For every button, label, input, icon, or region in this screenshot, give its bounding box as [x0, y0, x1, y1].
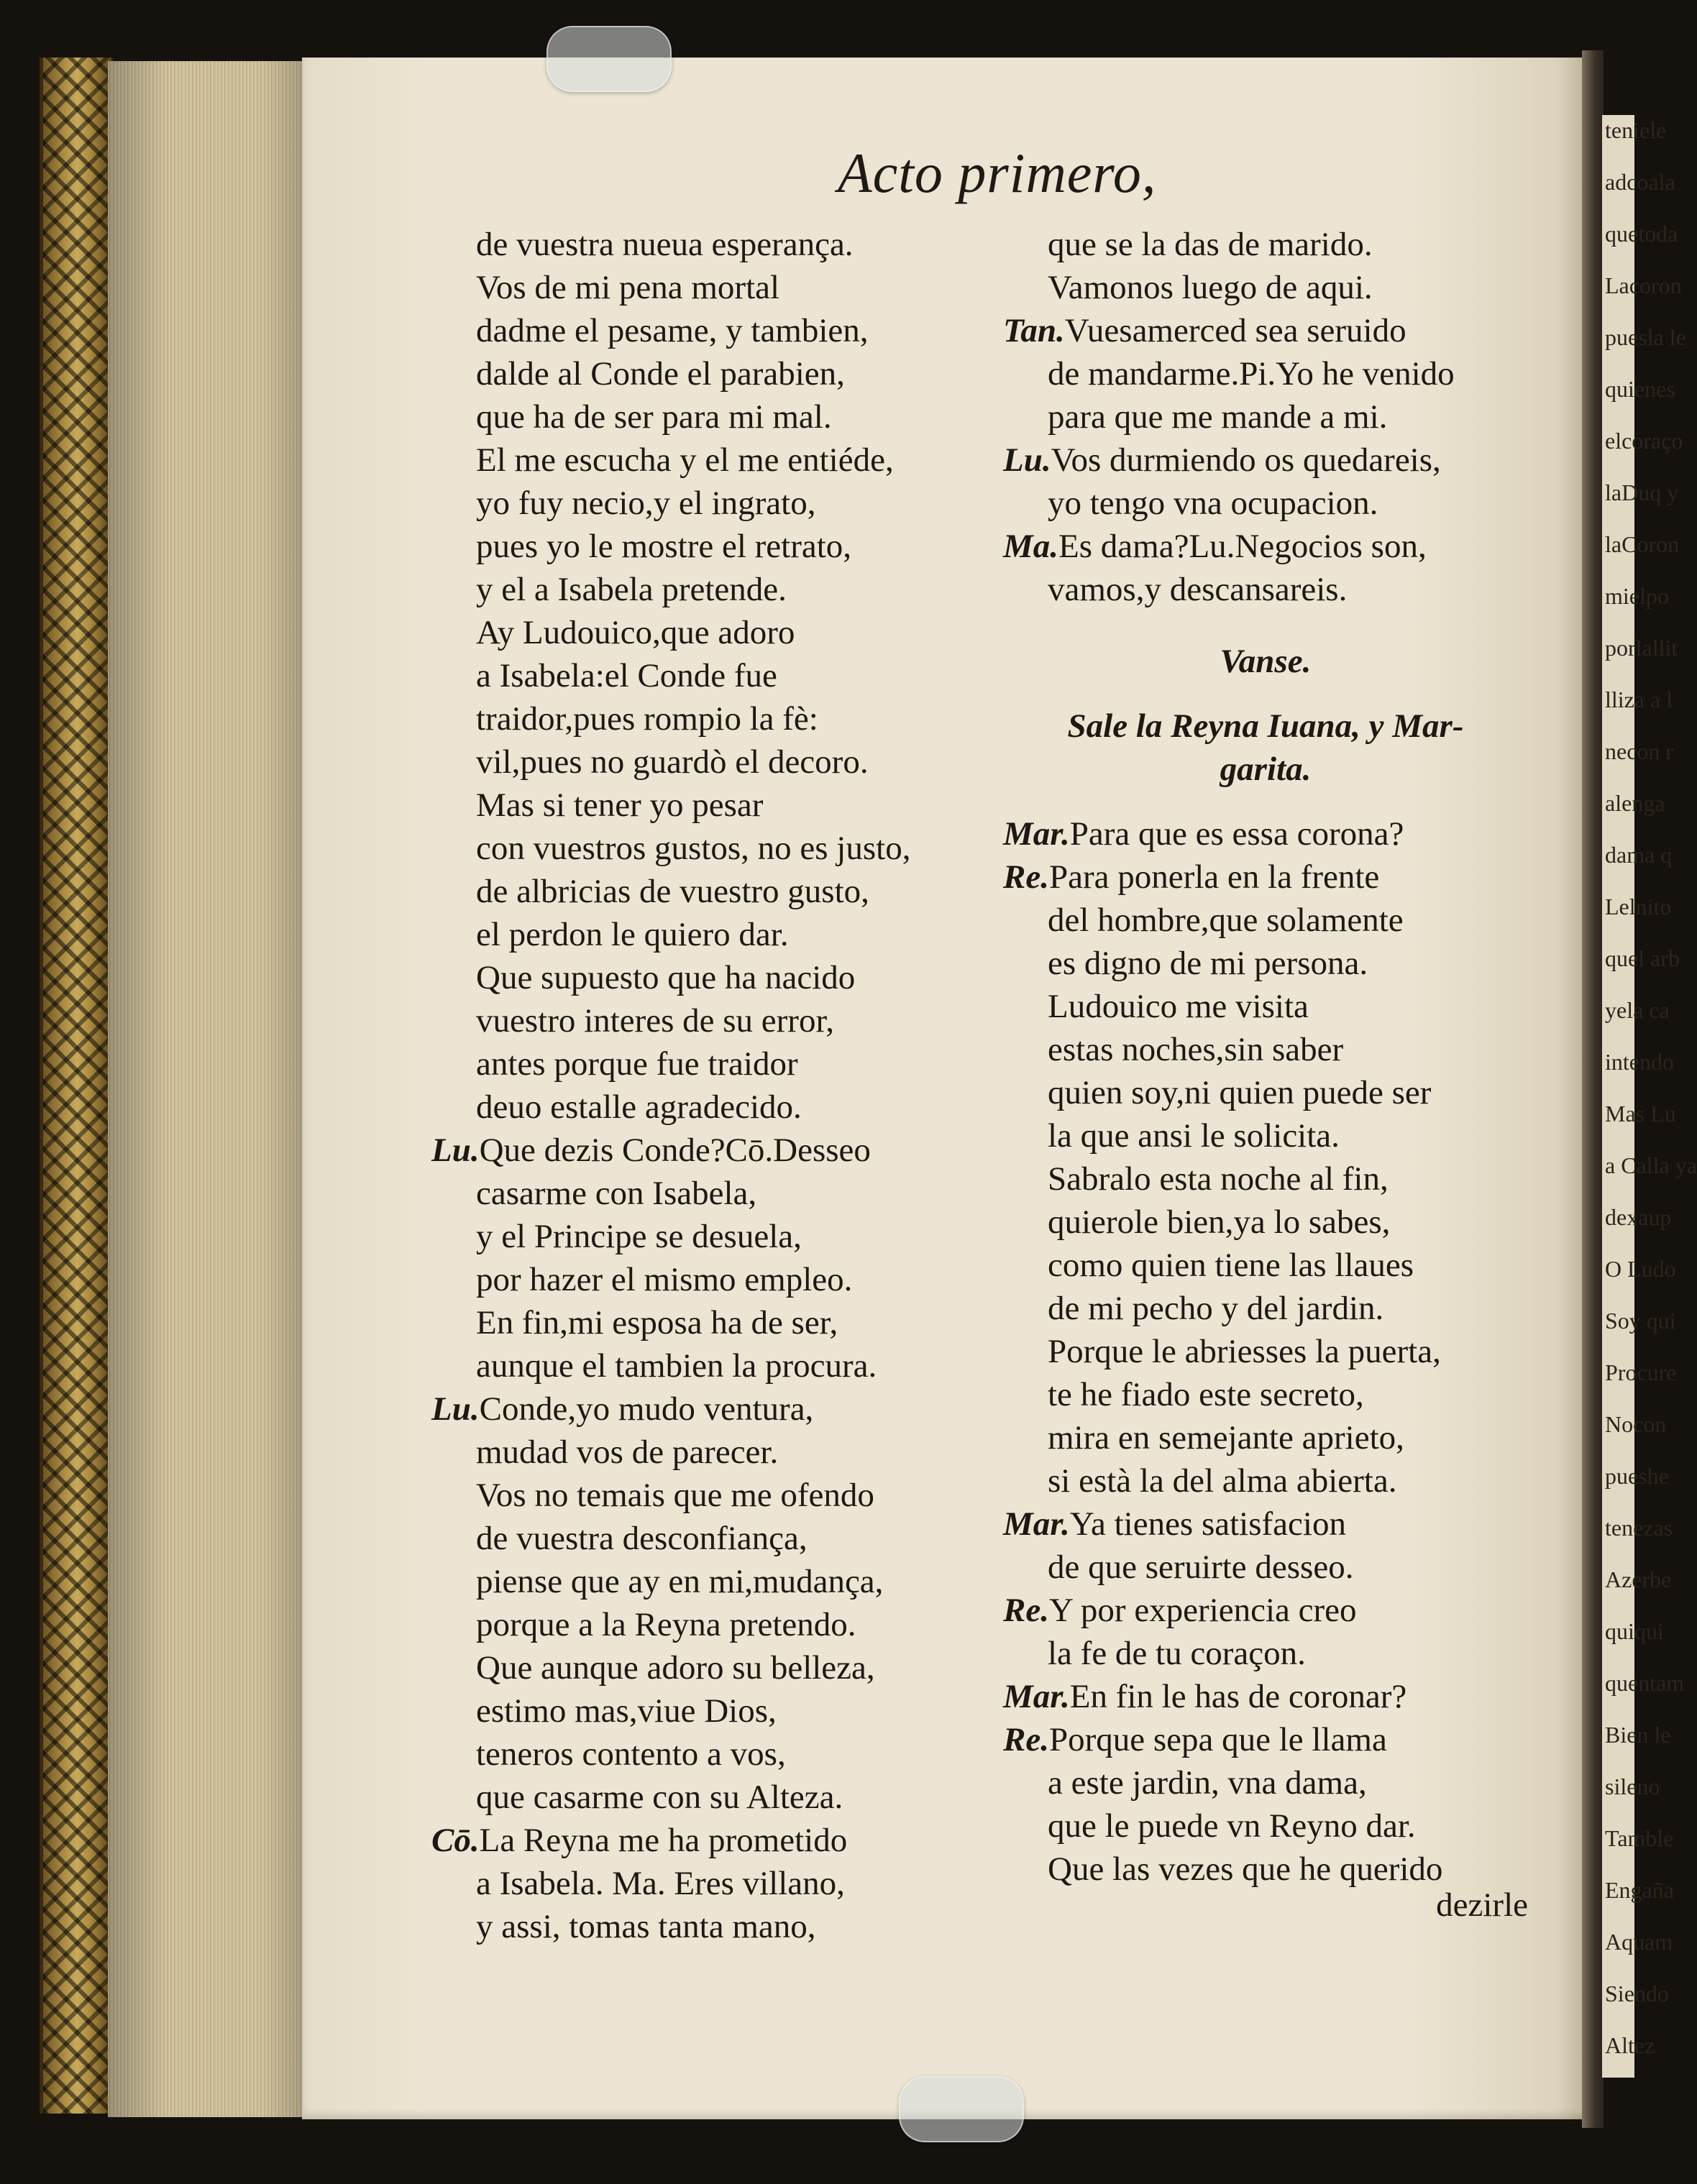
verse-line — [431, 1042, 978, 1086]
verse-text: La Reyna me ha prometido — [479, 1822, 848, 1859]
verse-text: El me escucha y el me entiéde, — [476, 441, 894, 479]
verse-text: por hazer el mismo empleo. — [476, 1261, 853, 1298]
next-page-text: a Calla ya — [1605, 1152, 1697, 1178]
verse-text: Vamonos luego de aqui. — [1048, 269, 1373, 306]
next-page-text: Nocon — [1605, 1411, 1667, 1437]
verse-line — [431, 697, 978, 740]
verse-text: de albricias de vuestro gusto, — [476, 873, 869, 910]
verse-text: si està la del alma abierta. — [1048, 1462, 1397, 1500]
verse-line — [431, 1215, 978, 1258]
next-page-text: sileno — [1605, 1774, 1660, 1799]
verse-text: Vos durmiendo os quedareis, — [1051, 441, 1441, 479]
verse-text: traidor,pues rompio la fè: — [476, 700, 818, 738]
verse-line — [431, 1862, 978, 1905]
verse-line — [431, 1560, 978, 1603]
verse-line — [1003, 1718, 1528, 1761]
next-page-text: yela ca — [1605, 997, 1670, 1023]
verse-text: Ay Ludouico,que adoro — [476, 614, 795, 651]
verse-text: a Isabela:el Conde fue — [476, 657, 777, 694]
verse-line — [1003, 1157, 1528, 1201]
next-page-text: O Ludo — [1605, 1256, 1676, 1282]
next-page-text: quentam — [1605, 1670, 1685, 1696]
verse-line — [1003, 568, 1528, 611]
verse-text: del hombre,que solamente — [1048, 901, 1404, 939]
verse-line — [1003, 1028, 1528, 1071]
verse-text: con vuestros gustos, no es justo, — [476, 830, 911, 867]
verse-text: pues yo le mostre el retrato, — [476, 528, 852, 565]
verse-line — [431, 870, 978, 913]
verse-line — [431, 827, 978, 870]
verse-line — [1003, 1502, 1528, 1546]
verse-line — [1003, 1287, 1528, 1330]
verse-line — [1003, 899, 1528, 942]
next-page-text: dexaup — [1605, 1204, 1672, 1230]
page-clip-top — [546, 26, 672, 92]
verse-line — [431, 740, 978, 784]
next-page-text: quel arb — [1605, 945, 1680, 971]
verse-text: Y por experiencia creo — [1048, 1592, 1357, 1629]
verse-line — [1003, 309, 1528, 352]
verse-line — [431, 913, 978, 956]
verse-text: Conde,yo mudo ventura, — [479, 1390, 814, 1428]
verse-line — [431, 999, 978, 1042]
verse-line — [431, 568, 978, 611]
verse-text: te he fiado este secreto, — [1048, 1376, 1364, 1413]
verse-line — [1003, 352, 1528, 395]
verse-text: En fin le has de coronar? — [1069, 1678, 1407, 1715]
verse-line — [431, 1086, 978, 1129]
verse-text: estimo mas,viue Dios, — [476, 1692, 777, 1730]
next-page-text: quiqui — [1605, 1618, 1664, 1644]
verse-line — [1003, 1244, 1528, 1287]
next-page-fragment — [1602, 115, 1697, 2078]
verse-text: vuestro interes de su error, — [476, 1002, 834, 1040]
next-page-text: Altez — [1605, 2032, 1655, 2058]
verse-line — [1003, 855, 1528, 899]
verse-text: es digno de mi persona. — [1048, 945, 1368, 982]
verse-text: dalde al Conde el parabien, — [476, 355, 845, 393]
verse-text: Que las vezes que he querido — [1048, 1850, 1443, 1888]
verse-text: Sabralo esta noche al fin, — [1048, 1160, 1389, 1198]
verse-text: Mas si tener yo pesar — [476, 786, 764, 824]
verse-text: antes porque fue traidor — [476, 1045, 798, 1083]
verse-line — [1003, 1546, 1528, 1589]
stage-direction: Vanse. — [1220, 643, 1312, 680]
next-page-text: Siendo — [1605, 1981, 1669, 2006]
verse-line — [431, 1819, 978, 1862]
verse-text: que se la das de marido. — [1048, 226, 1373, 263]
next-page-text: mielpo — [1605, 583, 1669, 609]
verse-line — [431, 654, 978, 697]
verse-line — [431, 1905, 978, 1948]
verse-text: de mandarme.Pi.Yo he venido — [1048, 355, 1455, 393]
verse-text: vamos,y descansareis. — [1048, 571, 1348, 608]
verse-text: mira en semejante aprieto, — [1048, 1419, 1404, 1456]
verse-text: estas noches,sin saber — [1048, 1031, 1344, 1068]
verse-text: el perdon le quiero dar. — [476, 916, 789, 953]
verse-line — [1003, 482, 1528, 525]
speaker-label: Cō. — [431, 1822, 480, 1859]
speaker-label: Mar. — [1003, 1678, 1070, 1715]
verse-text: quierole bien,ya lo sabes, — [1048, 1203, 1391, 1241]
verse-text: que le puede vn Reyno dar. — [1048, 1807, 1416, 1845]
verse-line — [1003, 1373, 1528, 1416]
verse-text: que casarme con su Alteza. — [476, 1779, 843, 1816]
verse-text: Vos no temais que me ofendo — [476, 1477, 874, 1514]
verse-text: de mi pecho y del jardin. — [1048, 1290, 1384, 1327]
verse-text: aunque el tambien la procura. — [476, 1347, 877, 1385]
verse-text: Para ponerla en la frente — [1048, 858, 1380, 896]
next-page-text: Bien le — [1605, 1722, 1671, 1748]
verse-text: yo fuy necio,y el ingrato, — [476, 485, 816, 522]
speaker-label: Lu. — [1003, 441, 1051, 479]
verse-line — [1003, 223, 1528, 266]
verse-text: la que ansi le solicita. — [1048, 1117, 1340, 1155]
verse-line — [431, 1517, 978, 1560]
next-page-text: teniele — [1605, 117, 1667, 143]
verse-line — [1003, 266, 1528, 309]
verse-line — [1003, 942, 1528, 985]
next-page-text: quetoda — [1605, 221, 1678, 247]
verse-line — [431, 1431, 978, 1474]
next-page-text: porlallit — [1605, 635, 1678, 661]
verse-line — [1003, 985, 1528, 1028]
catchword: dezirle — [1436, 1886, 1528, 1924]
verse-line — [1003, 1071, 1528, 1114]
next-page-text: Lelnito — [1605, 894, 1672, 919]
next-page-text: laDuq y — [1605, 480, 1679, 505]
verse-text: Que aunque adoro su belleza, — [476, 1649, 875, 1687]
verse-text: Para que es essa corona? — [1069, 815, 1404, 853]
verse-text: la fe de tu coraçon. — [1048, 1635, 1306, 1672]
verse-line — [431, 525, 978, 568]
verse-text: y el a Isabela pretende. — [476, 571, 787, 608]
next-page-text: alenga — [1605, 790, 1665, 816]
speaker-label: Re. — [1003, 858, 1049, 896]
verse-text: Ya tienes satisfacion — [1069, 1505, 1346, 1543]
verse-line — [431, 1646, 978, 1689]
verse-text: Que supuesto que ha nacido — [476, 959, 856, 996]
next-page-text: pueshe — [1605, 1463, 1669, 1489]
verse-line — [1003, 1804, 1528, 1848]
verse-line — [431, 223, 978, 266]
speaker-label: Tan. — [1003, 312, 1065, 349]
verse-line — [431, 1344, 978, 1387]
verse-line — [1003, 1459, 1528, 1502]
next-page-text: Soy qui — [1605, 1308, 1676, 1334]
verse-text: a Isabela. Ma. Eres villano, — [476, 1865, 845, 1902]
verse-line — [1003, 1761, 1528, 1804]
next-page-text: lliza a l — [1605, 687, 1673, 712]
verse-text: y el Principe se desuela, — [476, 1218, 802, 1255]
verse-text: Que dezis Conde?Cō.Desseo — [479, 1132, 871, 1169]
next-page-text: Mas Lu — [1605, 1101, 1676, 1127]
verse-text: de que seruirte desseo. — [1048, 1548, 1354, 1586]
verse-line — [431, 1258, 978, 1301]
verse-text: piense que ay en mi,mudança, — [476, 1563, 884, 1600]
verse-line — [431, 956, 978, 999]
verse-line — [1003, 439, 1528, 482]
verse-text: deuo estalle agradecido. — [476, 1088, 802, 1126]
verse-line — [1003, 1416, 1528, 1459]
verse-text: Es dama?Lu.Negocios son, — [1058, 528, 1427, 565]
stage-direction: garita. — [1220, 751, 1312, 788]
next-page-text: Aquam — [1605, 1929, 1673, 1955]
verse-text: Porque sepa que le llama — [1048, 1721, 1387, 1758]
verse-text: Porque le abriesses la puerta, — [1048, 1333, 1441, 1370]
speaker-label: Lu. — [431, 1132, 480, 1169]
next-page-text: intendo — [1605, 1049, 1674, 1075]
speaker-label: Re. — [1003, 1721, 1049, 1758]
verse-text: teneros contento a vos, — [476, 1735, 786, 1773]
next-page-text: elcoraço — [1605, 428, 1683, 454]
page-edges — [108, 61, 302, 2117]
next-page-text: Procure — [1605, 1359, 1677, 1385]
verse-text: Ludouico me visita — [1048, 988, 1309, 1025]
page-clip-bottom — [899, 2076, 1024, 2142]
verse-text: de vuestra desconfiança, — [476, 1520, 808, 1557]
verse-text: Vos de mi pena mortal — [476, 269, 780, 306]
next-page-text: Tamble — [1605, 1825, 1674, 1851]
verse-line — [1003, 1589, 1528, 1632]
verse-line — [1003, 1632, 1528, 1675]
right-text-column — [1003, 223, 1528, 1927]
next-page-text: puesla le — [1605, 324, 1686, 350]
verse-line — [1003, 1201, 1528, 1244]
speaker-label: Re. — [1003, 1592, 1049, 1629]
verse-line — [431, 1733, 978, 1776]
verse-line — [431, 611, 978, 654]
verse-line — [431, 266, 978, 309]
verse-text: porque a la Reyna pretendo. — [476, 1606, 856, 1643]
speaker-label: Ma. — [1003, 528, 1059, 565]
left-text-column — [431, 223, 978, 1948]
verse-line — [1003, 525, 1528, 568]
verse-text: En fin,mi esposa ha de ser, — [476, 1304, 838, 1341]
next-page-text: Azerbe — [1605, 1566, 1672, 1592]
stage-direction: Sale la Reyna Iuana, y Mar- — [1067, 707, 1464, 745]
verse-line — [431, 309, 978, 352]
verse-text: quien soy,ni quien puede ser — [1048, 1074, 1432, 1111]
speaker-label: Mar. — [1003, 1505, 1070, 1543]
verse-line — [1003, 1330, 1528, 1373]
next-page-text: tenezas — [1605, 1515, 1673, 1541]
verse-text: a este jardin, vna dama, — [1048, 1764, 1367, 1802]
next-page-text: Engaña — [1605, 1877, 1674, 1903]
next-page-text: quienes — [1605, 376, 1675, 402]
speaker-label: Lu. — [431, 1390, 480, 1428]
verse-text: mudad vos de parecer. — [476, 1433, 779, 1471]
verse-line — [431, 784, 978, 827]
verse-line — [431, 482, 978, 525]
verse-line — [431, 1776, 978, 1819]
book-gutter — [1582, 50, 1604, 2128]
verse-line — [1003, 812, 1528, 855]
verse-text: casarme con Isabela, — [476, 1175, 757, 1212]
verse-text: de vuestra nueua esperança. — [476, 226, 854, 263]
book-binding — [40, 58, 114, 2114]
verse-text: y assi, tomas tanta mano, — [476, 1908, 816, 1945]
next-page-text: Lacoron — [1605, 272, 1682, 298]
speaker-label: Mar. — [1003, 815, 1070, 853]
next-page-text: necon r — [1605, 738, 1674, 764]
next-page-text: dama q — [1605, 842, 1673, 868]
verse-text: como quien tiene las llaues — [1048, 1247, 1414, 1284]
verse-line — [431, 1387, 978, 1431]
verse-line — [431, 352, 978, 395]
verse-text: yo tengo vna ocupacion. — [1048, 485, 1378, 522]
next-page-text: laCoron — [1605, 531, 1680, 557]
verse-line — [431, 1689, 978, 1733]
verse-text: dadme el pesame, y tambien, — [476, 312, 869, 349]
verse-line — [431, 1172, 978, 1215]
next-page-text: adcoala — [1605, 169, 1675, 195]
verse-text: para que me mande a mi. — [1048, 398, 1388, 436]
verse-text: que ha de ser para mi mal. — [476, 398, 832, 436]
verse-line — [431, 395, 978, 439]
verse-line — [431, 1474, 978, 1517]
verse-text: vil,pues no guardò el decoro. — [476, 743, 869, 781]
verse-line — [1003, 395, 1528, 439]
verse-line — [431, 1129, 978, 1172]
verse-line — [1003, 1114, 1528, 1157]
running-head: Acto primero, — [838, 142, 1157, 204]
verse-line — [431, 439, 978, 482]
verse-line — [431, 1301, 978, 1344]
verse-line — [1003, 1675, 1528, 1718]
verse-line — [431, 1603, 978, 1646]
verse-text: Vuesamerced sea seruido — [1064, 312, 1406, 349]
